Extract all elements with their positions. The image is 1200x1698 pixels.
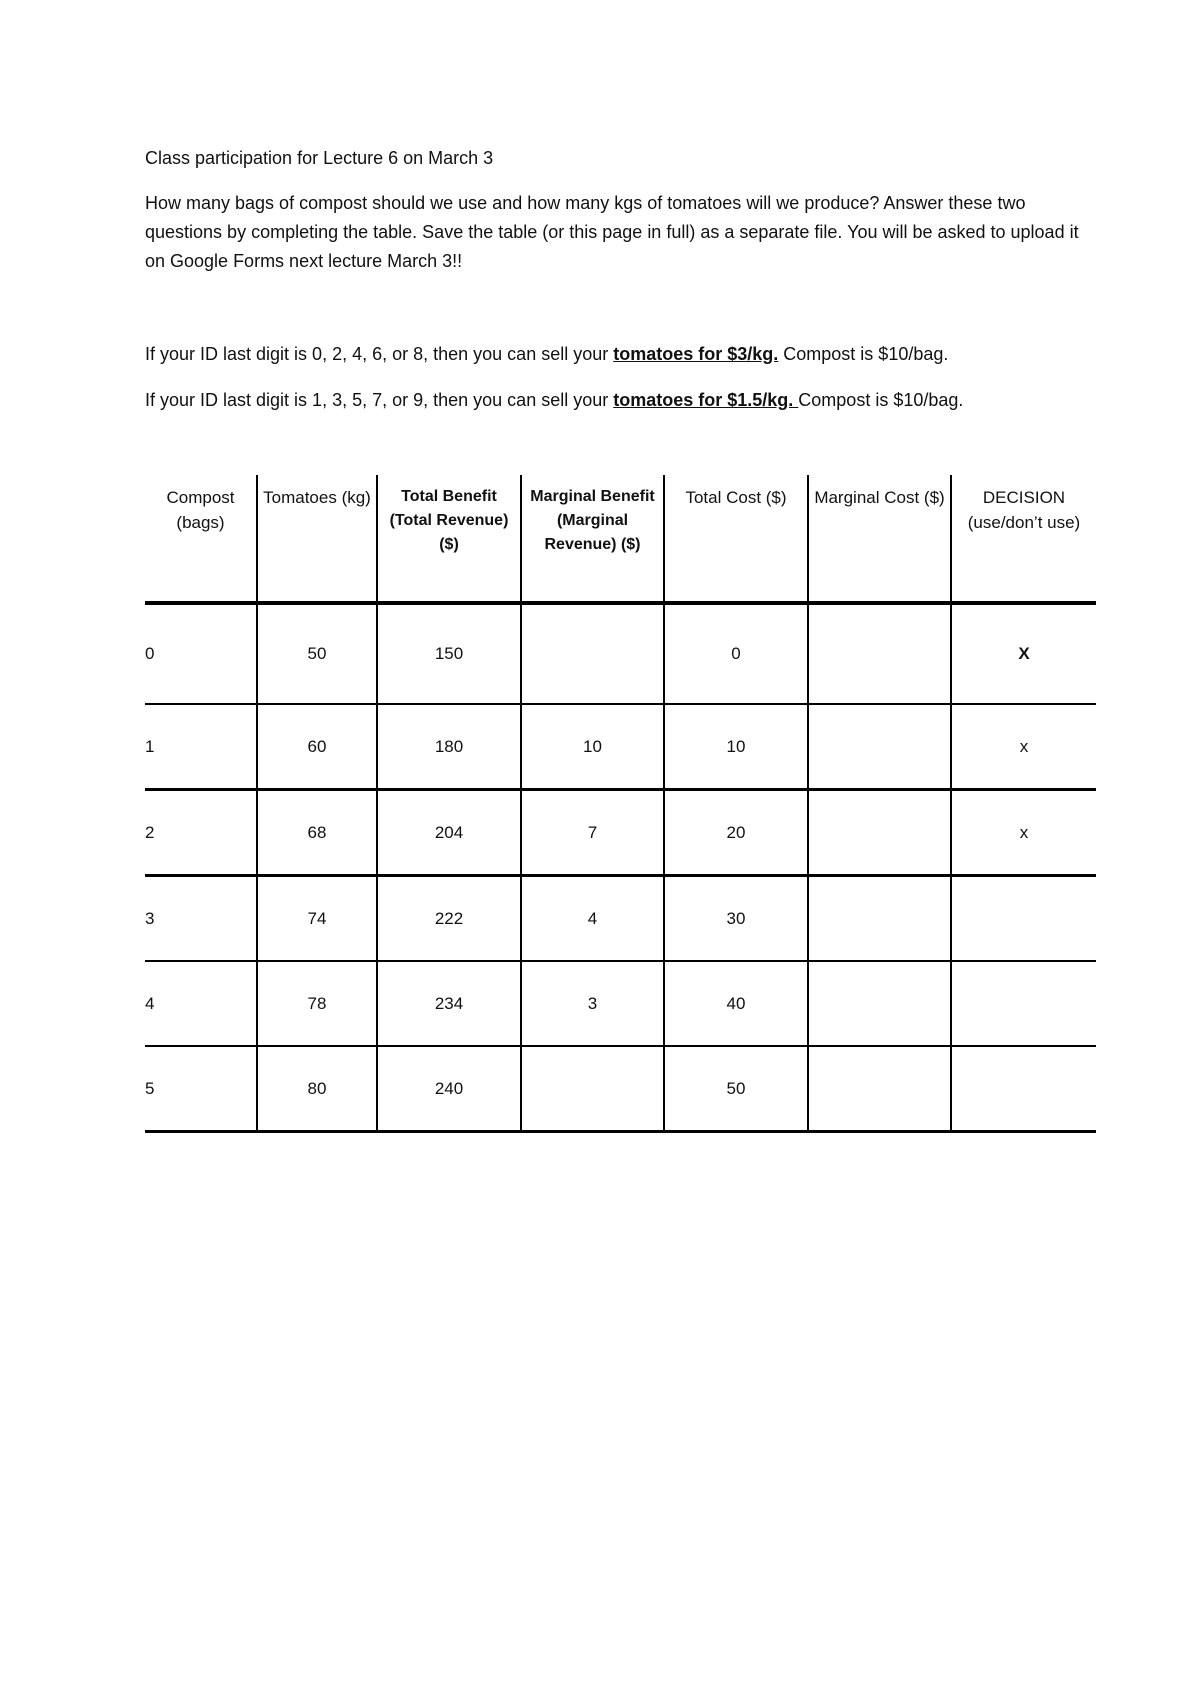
cell-marginal-benefit: [521, 1046, 664, 1132]
header-tomatoes: Tomatoes (kg): [257, 475, 377, 603]
cell-tomatoes: 74: [257, 876, 377, 962]
cell-compost: 4: [145, 961, 257, 1046]
cell-decision: [951, 1046, 1096, 1132]
decision-table: [145, 475, 1096, 1133]
cell-compost: 3: [145, 876, 257, 962]
cell-tomatoes: 78: [257, 961, 377, 1046]
table-row: [145, 876, 1096, 962]
cell-total-benefit: 222: [377, 876, 521, 962]
table-row: [145, 1046, 1096, 1132]
table-row: [145, 704, 1096, 790]
cell-compost: 0: [145, 603, 257, 704]
cell-marginal-cost: [808, 704, 951, 790]
header-compost: Compost (bags): [145, 475, 257, 603]
cell-marginal-benefit: 7: [521, 790, 664, 876]
cell-tomatoes: 60: [257, 704, 377, 790]
question-paragraph: How many bags of compost should we use and how many kgs of tomatoes will we produce? Answer these two questions by completing the table. Save the table (or this page in full) as a separate file. You will be asked to upload it on Google Forms next lecture March 3!!: [145, 193, 1079, 271]
header-total-cost: Total Cost ($): [664, 475, 808, 603]
cell-total-benefit: 180: [377, 704, 521, 790]
cell-marginal-benefit: 10: [521, 704, 664, 790]
cell-compost: 5: [145, 1046, 257, 1132]
header-total-benefit: Total Benefit (Total Revenue) ($): [377, 475, 521, 603]
cell-decision: x: [951, 790, 1096, 876]
cell-marginal-benefit: 4: [521, 876, 664, 962]
cell-marginal-cost: [808, 790, 951, 876]
cell-compost: 1: [145, 704, 257, 790]
header-decision: DECISION (use/don’t use): [951, 475, 1096, 603]
header-marginal-benefit: Marginal Benefit (Marginal Revenue) ($): [521, 475, 664, 603]
cell-decision: [951, 961, 1096, 1046]
cell-tomatoes: 80: [257, 1046, 377, 1132]
cell-decision: x: [951, 704, 1096, 790]
cell-total-benefit: 150: [377, 603, 521, 704]
table-row: [145, 790, 1096, 876]
table-row: [145, 603, 1096, 704]
cell-tomatoes: 50: [257, 603, 377, 704]
cell-marginal-cost: [808, 1046, 951, 1132]
cell-total-cost: 0: [664, 603, 808, 704]
price-rule-prefix: If your ID last digit is 1, 3, 5, 7, or 9, then you can sell your: [145, 390, 614, 410]
table-row: [145, 961, 1096, 1046]
cell-marginal-cost: [808, 603, 951, 704]
cell-compost: 2: [145, 790, 257, 876]
price-rule-emphasis: tomatoes for $3/kg.: [613, 344, 779, 364]
cell-tomatoes: 68: [257, 790, 377, 876]
cell-total-cost: 50: [664, 1046, 808, 1132]
cell-marginal-cost: [808, 876, 951, 962]
table-header-row: [145, 475, 1096, 603]
cell-decision: [951, 876, 1096, 962]
cell-total-cost: 30: [664, 876, 808, 962]
cell-total-benefit: 204: [377, 790, 521, 876]
cell-marginal-benefit: [521, 603, 664, 704]
cell-total-benefit: 234: [377, 961, 521, 1046]
cell-total-cost: 20: [664, 790, 808, 876]
cell-total-cost: 40: [664, 961, 808, 1046]
cell-marginal-benefit: 3: [521, 961, 664, 1046]
document-title: Class participation for Lecture 6 on March 3: [145, 148, 494, 168]
header-marginal-cost: Marginal Cost ($): [808, 475, 951, 603]
price-rule-even: [145, 340, 948, 369]
price-rule-suffix: Compost is $10/bag.: [778, 344, 949, 364]
price-rule-emphasis: tomatoes for $1.5/kg.: [613, 390, 799, 410]
cell-decision: X: [951, 603, 1096, 704]
cell-total-benefit: 240: [377, 1046, 521, 1132]
price-rule-prefix: If your ID last digit is 0, 2, 4, 6, or 8, then you can sell your: [145, 344, 614, 364]
cell-marginal-cost: [808, 961, 951, 1046]
price-rule-odd: [145, 386, 963, 415]
cell-total-cost: 10: [664, 704, 808, 790]
price-rule-suffix: Compost is $10/bag.: [798, 390, 964, 410]
